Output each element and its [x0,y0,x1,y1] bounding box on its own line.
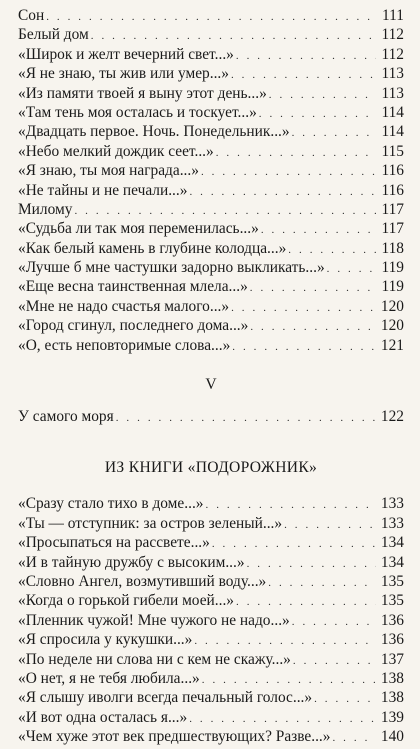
toc-entry-title: «О, есть неповторимые слова...» [18,336,231,354]
toc-entry [18,64,404,83]
toc-entry-page: 136 [380,611,404,629]
toc-entry-title: «Просыпаться на рассвете...» [18,534,210,552]
toc-entry-page: 116 [381,181,404,199]
toc-entry [18,297,404,316]
toc-entry [18,122,404,141]
toc-entry-page: 133 [380,495,404,513]
toc-entry-title: Сон [18,7,45,24]
toc-entry-page: 138 [380,669,404,687]
toc-entry [18,688,404,707]
dot-leader [332,729,376,748]
toc-entry-title: «Не тайны и не печали...» [18,181,188,199]
toc-entry [18,84,404,103]
section-heading-podorozhnik: ИЗ КНИГИ «ПОДОРОЖНИК» [104,459,318,477]
toc-entry [18,533,404,552]
toc-entry [18,200,404,219]
toc-entry [18,316,404,335]
toc-entry-title: «Лучше б мне частушки задорно выкликать...» [18,259,325,277]
section-heading-v: V [205,376,217,394]
toc-entry-page: 120 [380,297,404,315]
toc-entry-title: «Чем хуже этот век предшествующих? Разве...» [18,728,331,746]
toc-entry [18,45,404,64]
toc-entry [18,611,404,630]
toc-entry-title: «Там тень моя осталась и тоскует...» [18,103,257,121]
toc-entry-title: «И в тайную дружбу с высоким...» [18,553,245,571]
toc-entry-page: 111 [382,7,404,24]
toc-entry-page: 113 [381,84,404,102]
toc-entry-page: 117 [381,220,404,238]
toc-entry-page: 118 [381,239,404,257]
toc-entry [18,277,404,296]
toc-entry-page: 135 [380,572,404,590]
toc-entry-page: 136 [380,631,404,649]
toc-entry-page: 119 [381,278,404,296]
toc-entry-title: «Двадцать первое. Ночь. Понедельник...» [18,123,290,141]
toc-entry [18,142,404,161]
toc-entry [18,103,404,122]
toc-entry [18,219,404,238]
toc-entry-page: 134 [380,534,404,552]
toc-entry [18,572,404,591]
toc-entry-page: 139 [380,708,404,726]
toc-entry [18,6,404,25]
toc-entry-page: 116 [381,162,404,180]
toc-entry-page: 112 [381,26,404,44]
toc-entry-page: 122 [380,408,404,426]
toc-entry [18,494,404,513]
dot-leader [116,409,376,428]
toc-entry [18,591,404,610]
toc-entry-title: «Город сгинул, последнего дома...» [18,317,249,335]
toc-entry [18,336,404,355]
toc-entry-title: «Как белый камень в глубине колодца...» [18,239,287,257]
toc-entry-title: «И вот одна осталась я...» [18,708,188,726]
toc-entry-title: «Я спросила у кукушки...» [18,631,193,649]
toc-entry-title: У самого моря [18,408,114,426]
toc-entry [18,239,404,258]
toc-entry-title: «Словно Ангел, возмутивший воду...» [18,572,267,590]
toc-entry-page: 134 [380,553,404,571]
toc-entry-title: «Пленник чужой! Мне чужого не надо...» [18,611,290,629]
toc-entry [18,181,404,200]
table-of-contents [18,6,404,747]
toc-entry-page: 133 [380,514,404,532]
toc-entry-title: «Судьба ли так моя переменилась...» [18,220,259,238]
toc-entry-title: Белый дом [18,26,89,44]
toc-entry-page: 115 [381,142,404,160]
toc-entry-title: «Я не знаю, ты жив или умер...» [18,65,229,83]
toc-entry-title: «Ты — отступник: за остров зеленый...» [18,514,283,532]
toc-entry-title: «Когда о горькой гибели моей...» [18,592,235,610]
toc-entry [18,669,404,688]
toc-entry-page: 112 [381,45,404,63]
toc-entry [18,514,404,533]
toc-entry-page: 138 [380,689,404,707]
toc-entry [18,650,404,669]
toc-entry-title: «О нет, я не тебя любила...» [18,669,200,687]
toc-entry-title: Милому [18,200,73,218]
toc-entry-page: 121 [380,336,404,354]
toc-entry-page: 140 [380,728,404,746]
toc-entry-title: «Мне не надо счастья малого...» [18,297,230,315]
toc-entry-title: «Широк и желт вечерний свет...» [18,45,234,63]
toc-entry-title: «Небо мелкий дождик сеет...» [18,142,214,160]
toc-entry-title: «По неделе ни слова ни с кем не скажу...» [18,650,291,668]
toc-entry-page: 114 [381,123,404,141]
dot-leader [232,338,376,357]
toc-entry-page: 113 [381,65,404,83]
toc-entry-title: «Еще весна таинственная млела...» [18,278,248,296]
toc-entry [18,25,404,44]
toc-entry [18,258,404,277]
toc-entry-title: «Сразу стало тихо в доме...» [18,495,204,513]
toc-entry [18,727,404,746]
toc-entry-title: «Я слышу иволги всегда печальный голос...» [18,689,313,707]
toc-entry-page: 135 [380,592,404,610]
toc-entry-page: 117 [381,200,404,218]
toc-entry [18,708,404,727]
toc-entry-page: 137 [380,650,404,668]
toc-entry-page: 119 [381,259,404,277]
toc-entry-title: «Из памяти твоей я выну этот день...» [18,84,267,102]
toc-entry [18,553,404,572]
toc-entry [18,161,404,180]
toc-entry [18,407,404,426]
toc-entry-page: 120 [380,317,404,335]
toc-entry-title: «Я знаю, ты моя награда...» [18,162,199,180]
toc-entry-page: 114 [381,103,404,121]
toc-entry [18,630,404,649]
